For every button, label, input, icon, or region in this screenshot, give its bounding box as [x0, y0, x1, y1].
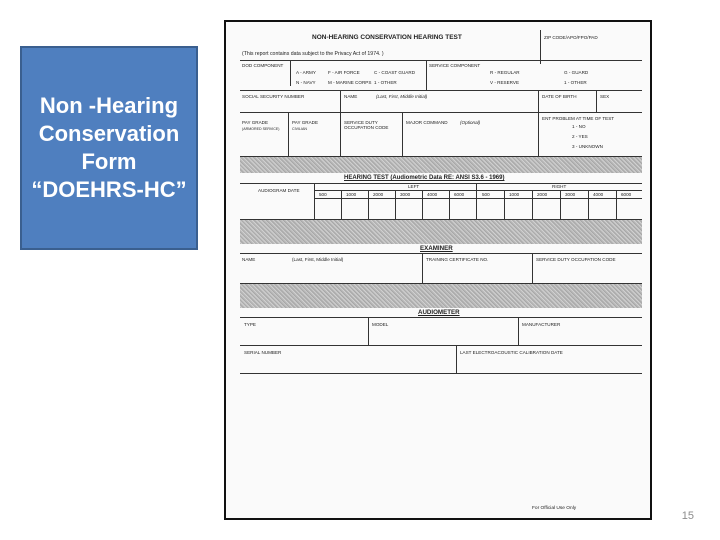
branch-marine-corps: M - MARINE CORPS	[328, 80, 372, 85]
branch-air-force: F - AIR FORCE	[328, 70, 360, 75]
shaded-band-2	[240, 220, 642, 244]
ent-yes: 2 - YES	[572, 134, 588, 139]
slide-title-box	[20, 46, 198, 250]
type-label: TYPE	[244, 322, 256, 327]
freq-right-500: 500	[482, 192, 490, 197]
pay-grade-sub: (ARMORED SERVICE)	[242, 127, 280, 131]
manufacturer-label: MANUFACTURER	[522, 322, 561, 327]
examiner-service-duty-label: SERVICE DUTY OCCUPATION CODE	[536, 257, 616, 262]
audiogram-date-label: AUDIOGRAM DATE	[258, 188, 300, 193]
scanned-form	[224, 20, 652, 520]
last-calibration-label: LAST ELECTROACOUSTIC CALIBRATION DATE	[460, 350, 563, 355]
ent-problem-label: ENT PROBLEM AT TIME OF TEST	[542, 116, 615, 121]
shaded-band-3	[240, 284, 642, 308]
ssn-label: SOCIAL SECURITY NUMBER	[242, 94, 305, 99]
freq-left-6000: 6000	[454, 192, 465, 197]
service-reserve: V - RESERVE	[490, 80, 520, 85]
freq-right-2000: 2000	[537, 192, 548, 197]
privacy-note: (This report contains data subject to the Privacy Act of 1974. )	[242, 51, 384, 57]
zip-label: ZIP CODE/APO/FPO/PAD	[544, 35, 598, 40]
model-label: MODEL	[372, 322, 389, 327]
examiner-name-hint: (Last, First, Middle Initial)	[292, 257, 344, 262]
examiner-name-label: NAME	[242, 257, 256, 262]
freq-right-4000: 4000	[593, 192, 604, 197]
title-line-1: Non -Hearing	[39, 93, 179, 118]
form-title: NON-HEARING CONSERVATION HEARING TEST	[312, 34, 462, 41]
sex-label: SEX	[600, 94, 610, 99]
right-label: RIGHT	[552, 184, 567, 189]
freq-right-1000: 1000	[509, 192, 520, 197]
title-line-4: “DOEHRS-HC”	[31, 177, 187, 202]
major-command-label: MAJOR COMMAND	[406, 120, 448, 125]
slide-number: 15	[681, 510, 694, 522]
freq-left-4000: 4000	[427, 192, 438, 197]
freq-right-6000: 6000	[621, 192, 632, 197]
footer-official-use: For Official Use Only	[532, 506, 577, 511]
name-hint: (Last, First, Middle Initial)	[376, 94, 428, 99]
service-component-label: SERVICE COMPONENT	[429, 63, 481, 68]
branch-army: A - ARMY	[296, 70, 316, 75]
dob-label: DATE OF BIRTH	[542, 94, 577, 99]
name-label: NAME	[344, 94, 358, 99]
service-guard: G - GUARD	[564, 70, 589, 75]
freq-left-1000: 1000	[346, 192, 357, 197]
ent-unknown: 3 - UNKNOWN	[572, 144, 603, 149]
hearing-test-title: HEARING TEST (Audiometric Data RE: ANSI S3.6 - 1969)	[344, 175, 505, 181]
freq-left-2000: 2000	[373, 192, 384, 197]
freq-left-3000: 3000	[400, 192, 411, 197]
service-duty-label: SERVICE DUTY OCCUPATION CODE	[344, 120, 389, 130]
branch-navy: N - NAVY	[296, 80, 316, 85]
pay-grade2-sub: CIVILIAN	[292, 127, 307, 131]
title-line-3: Form	[81, 149, 137, 174]
audiometer-title: AUDIOMETER	[418, 309, 460, 316]
ent-no: 1 - NO	[572, 124, 586, 129]
optional-hint: (Optional)	[460, 120, 481, 125]
service-regular: R - REGULAR	[490, 70, 520, 75]
training-cert-label: TRAINING CERTIFICATE NO.	[426, 257, 489, 262]
freq-right-3000: 3000	[565, 192, 576, 197]
title-line-2: Conservation	[38, 121, 180, 146]
shaded-band-1	[240, 157, 642, 173]
service-other: 1 - OTHER	[564, 80, 587, 85]
pay-grade-label: PAY GRADE	[242, 120, 269, 125]
examiner-title: EXAMINER	[420, 245, 453, 252]
freq-left-500: 500	[319, 192, 327, 197]
branch-coast-guard: C - COAST GUARD	[374, 70, 416, 75]
dod-component-label: DOD COMPONENT	[242, 63, 284, 68]
branch-other: 1 - OTHER	[374, 80, 397, 85]
pay-grade2-label: PAY GRADE	[292, 120, 319, 125]
left-label: LEFT	[408, 184, 420, 189]
serial-number-label: SERIAL NUMBER	[244, 350, 282, 355]
slide-title	[31, 92, 186, 204]
